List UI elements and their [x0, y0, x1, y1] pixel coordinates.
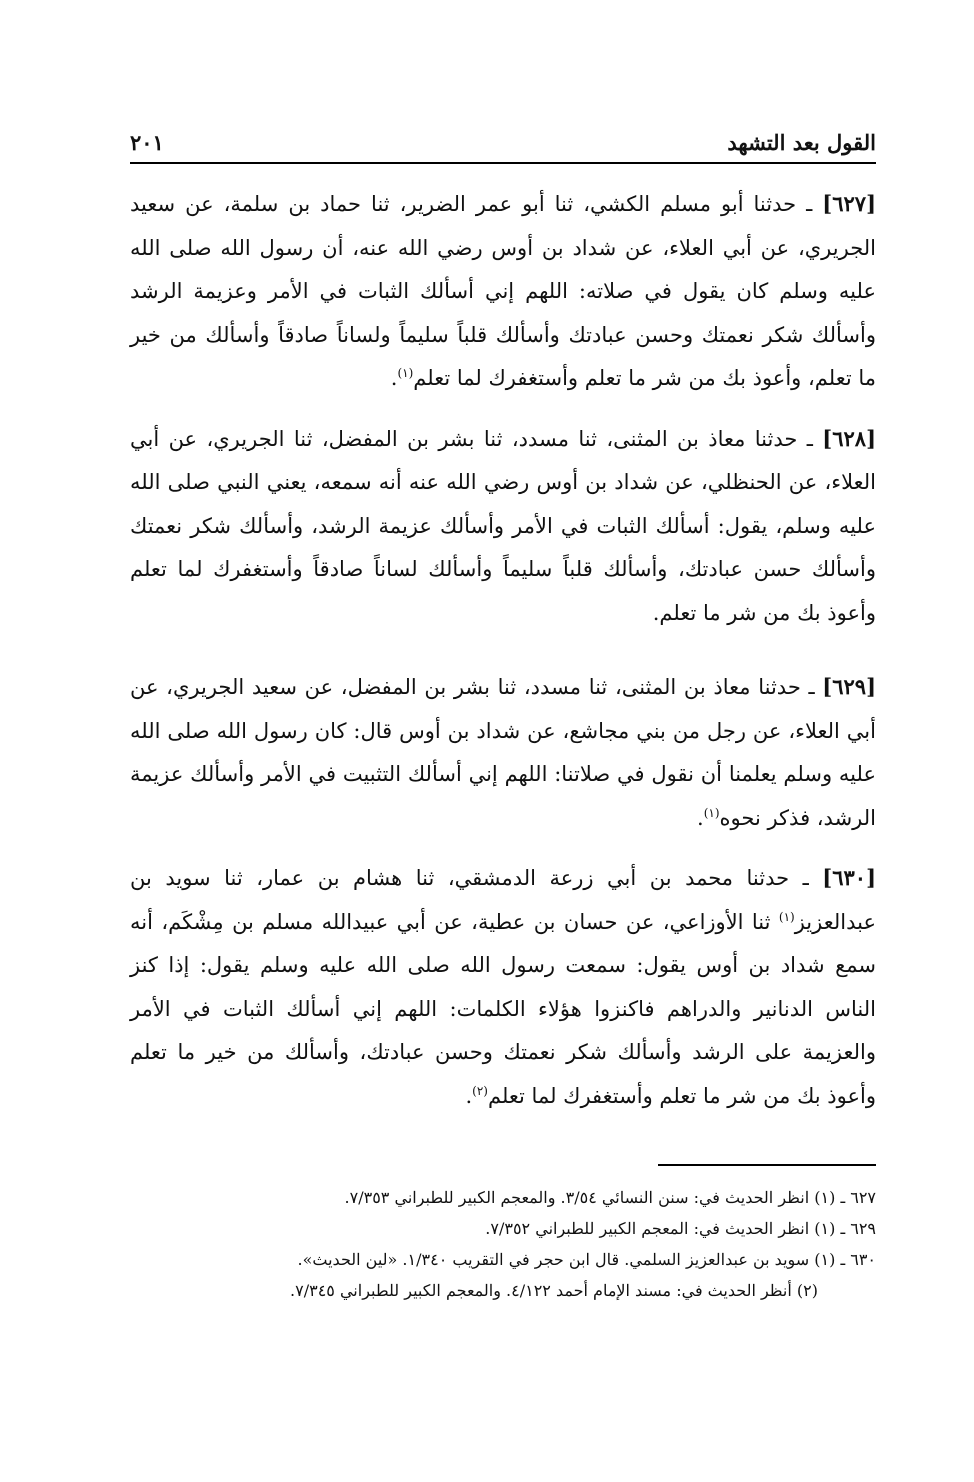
chapter-title: القول بعد التشهد	[727, 130, 876, 155]
hadith-text-continued: ثنا الأوزاعي، عن حسان بن عطية، عن أبي عبيدالله مسلم بن مِشْكَم، أنه سمع شداد بن أوس يقول: سمعت رسول الله صلى الله عليه وسلم يقول: إذا كنز الناس الدنانير والدراهم فاكنزوا هؤلاء الكلمات: اللهم إني أسألك الثبات في الأمر والعزيمة على الرشد وأسألك شكر نعمتك وحسن عبادتك، وأسألك من خير ما تعلم وأعوذ بك من شر ما تعلم وأستغفرك لما تعلم	[130, 909, 876, 1108]
hadith-number: [٦٢٨]	[822, 425, 876, 451]
footnote-marker: (١)	[397, 366, 414, 380]
footnote-marker: (٢)	[472, 1083, 488, 1098]
hadith-text: ـ حدثنا أبو مسلم الكشي، ثنا أبو عمر الضرير، ثنا حماد بن سلمة، عن سعيد الجريري، عن أبي العلاء، عن شداد بن أوس رضي الله عنه، أن رسول الله صلى الله عليه وسلم كان يقول في صلاته: اللهم إني أسألك الثبات في الأمر وعزيمة الرشد وأسألك شكر نعمتك وحسن عبادتك وأسألك قلباً سليماً ولساناً صادقاً وأسألك من خير ما تعلم، وأعوذ بك من شر ما تعلم وأستغفرك لما تعلم	[130, 192, 876, 390]
hadith-630	[130, 856, 876, 1118]
footnote-marker: (١)	[778, 909, 795, 924]
footnote-627: ٦٢٧ ـ (١) انظر الحديث في: سنن النسائي ٣/٥٤. والمعجم الكبير للطبراني ٧/٣٥٣.	[344, 1188, 876, 1207]
footnote-630-1: ٦٣٠ ـ (١) سويد بن عبدالعزيز السلمي. قال ابن حجر في التقريب ١/٣٤٠. «لين الحديث».	[297, 1250, 876, 1269]
page-header	[130, 130, 876, 164]
footnote-630-2: (٢) أنظر الحديث في: مسند الإمام أحمد ٤/١٢٢. والمعجم الكبير للطبراني ٧/٣٤٥.	[290, 1281, 818, 1300]
hadith-text: ـ حدثنا محمد بن أبي زرعة الدمشقي، ثنا هشام بن عمار، ثنا سويد بن عبدالعزيز	[130, 866, 876, 934]
page-number: ٢٠١	[130, 130, 164, 155]
footnotes	[130, 1182, 876, 1306]
hadith-number: [٦٣٠]	[822, 865, 876, 890]
hadith-number: [٦٢٧]	[822, 191, 876, 216]
hadith-629	[130, 665, 876, 840]
sentence-end: .	[465, 1083, 473, 1108]
hadith-628	[130, 417, 876, 636]
hadith-627	[130, 182, 876, 401]
book-page	[130, 130, 876, 1300]
sentence-end: .	[697, 805, 704, 830]
sentence-end: .	[390, 366, 398, 390]
hadith-text: ـ حدثنا معاذ بن المثنى، ثنا مسدد، ثنا بشر بن المفضل، عن سعيد الجريري، عن أبي العلاء، عن رجل من بني مجاشع، عن شداد بن أوس قال: كان رسول الله صلى الله عليه وسلم يعلمنا أن نقول في صلاتنا: اللهم إني أسألك التثبيت في الأمر وأسألك عزيمة الرشد، فذكر نحوه	[130, 675, 876, 830]
hadith-text: ـ حدثنا معاذ بن المثنى، ثنا مسدد، ثنا بشر بن المفضل، ثنا الجريري، عن أبي العلاء، عن الحنظلي، عن شداد بن أوس رضي الله عنه أنه سمعه، يعني النبي صلى الله عليه وسلم، يقول: أسألك الثبات في الأمر وأسألك عزيمة الرشد، وأسألك شكر نعمتك وأسألك حسن عبادتك، وأسألك قلباً سليماً وأسألك لساناً صادقاً وأستغفرك لما تعلم وأعوذ بك من شر ما تعلم.	[130, 426, 876, 625]
footnote-marker: (١)	[703, 805, 720, 820]
hadith-number: [٦٢٩]	[822, 674, 876, 699]
footnote-629: ٦٢٩ ـ (١) انظر الحديث في: المعجم الكبير للطبراني ٧/٣٥٢.	[485, 1219, 876, 1238]
footnote-separator	[658, 1164, 876, 1166]
